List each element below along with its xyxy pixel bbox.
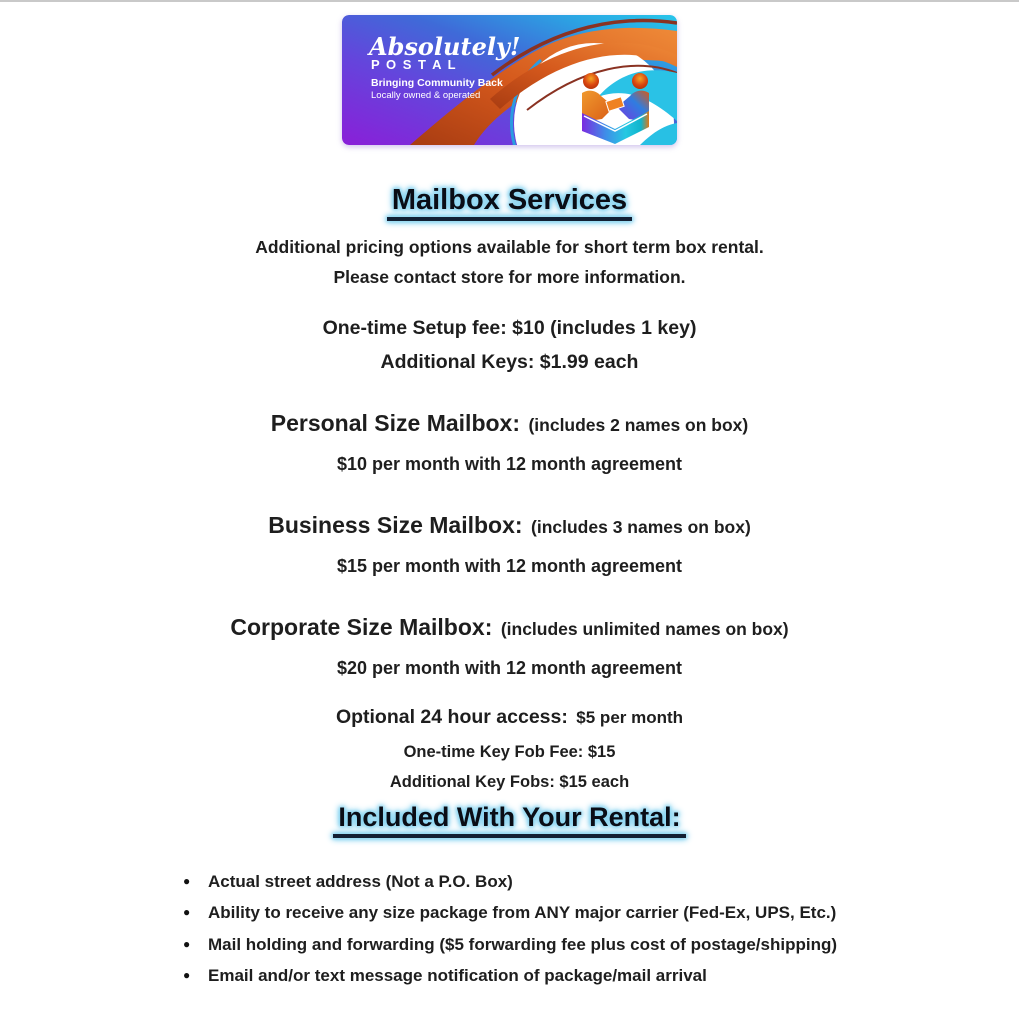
intro-line-2: Please contact store for more information.: [333, 267, 686, 288]
intro-section: [0, 232, 1019, 292]
plan-corporate-name: Corporate Size Mailbox:: [230, 614, 493, 641]
bullet-icon: ●: [183, 905, 191, 920]
main-heading-text: Mailbox Services: [387, 185, 632, 221]
list-item: [183, 897, 1019, 929]
plan-business-price: $15 per month with 12 month agreement: [336, 556, 683, 577]
main-heading: [0, 180, 1019, 221]
benefit-text: Mail holding and forwarding ($5 forwarding fee plus cost of postage/shipping): [208, 934, 838, 954]
plan-personal: [0, 403, 1019, 481]
logo-tagline-1: Bringing Community Back: [371, 77, 503, 89]
plan-personal-name: Personal Size Mailbox:: [270, 410, 520, 437]
setup-fee-section: [0, 311, 1019, 379]
bullet-icon: ●: [183, 936, 191, 951]
logo-banner: [0, 15, 1019, 150]
additional-fobs-line: Additional Key Fobs: $15 each: [389, 773, 630, 792]
list-item: [183, 929, 1019, 961]
benefit-text: Ability to receive any size package from ANY major carrier (Fed-Ex, UPS, Etc.): [208, 903, 837, 923]
plan-business-name: Business Size Mailbox:: [268, 512, 523, 539]
logo-brand-script: Absolutely!: [369, 32, 521, 61]
person-left-head-icon: [583, 73, 599, 89]
plan-corporate-note: (includes unlimited names on box): [500, 619, 789, 640]
plan-business: [0, 505, 1019, 583]
absolutely-postal-logo: [342, 15, 677, 145]
access-section: [0, 699, 1019, 797]
bullet-icon: ●: [183, 968, 191, 983]
key-fob-fee-line: One-time Key Fob Fee: $15: [403, 743, 616, 762]
benefit-text: Actual street address (Not a P.O. Box): [208, 871, 513, 891]
logo-tagline-2: Locally owned & operated: [371, 90, 481, 101]
list-item: [183, 960, 1019, 992]
plan-business-note: (includes 3 names on box): [531, 517, 751, 538]
plan-corporate-price: $20 per month with 12 month agreement: [336, 658, 683, 679]
access-price-text: $5 per month: [576, 708, 684, 728]
logo-brand-caps: P O S T A L: [371, 57, 458, 72]
additional-keys-line: Additional Keys: $1.99 each: [380, 351, 639, 374]
benefits-list: [183, 866, 1019, 992]
access-title-text: Optional 24 hour access:: [335, 706, 568, 729]
bullet-icon: ●: [183, 873, 191, 888]
plan-personal-note: (includes 2 names on box): [528, 415, 749, 436]
person-right-head-icon: [632, 73, 648, 89]
plan-personal-price: $10 per month with 12 month agreement: [336, 454, 683, 475]
plan-corporate: [0, 607, 1019, 685]
list-item: [183, 866, 1019, 898]
included-heading: [0, 803, 1019, 837]
setup-fee-line: One-time Setup fee: $10 (includes 1 key): [322, 317, 697, 340]
included-heading-text: Included With Your Rental:: [333, 803, 685, 837]
intro-line-1: Additional pricing options available for short term box rental.: [255, 237, 764, 258]
page-top-border: [0, 0, 1019, 2]
benefit-text: Email and/or text message notification of package/mail arrival: [208, 966, 707, 986]
